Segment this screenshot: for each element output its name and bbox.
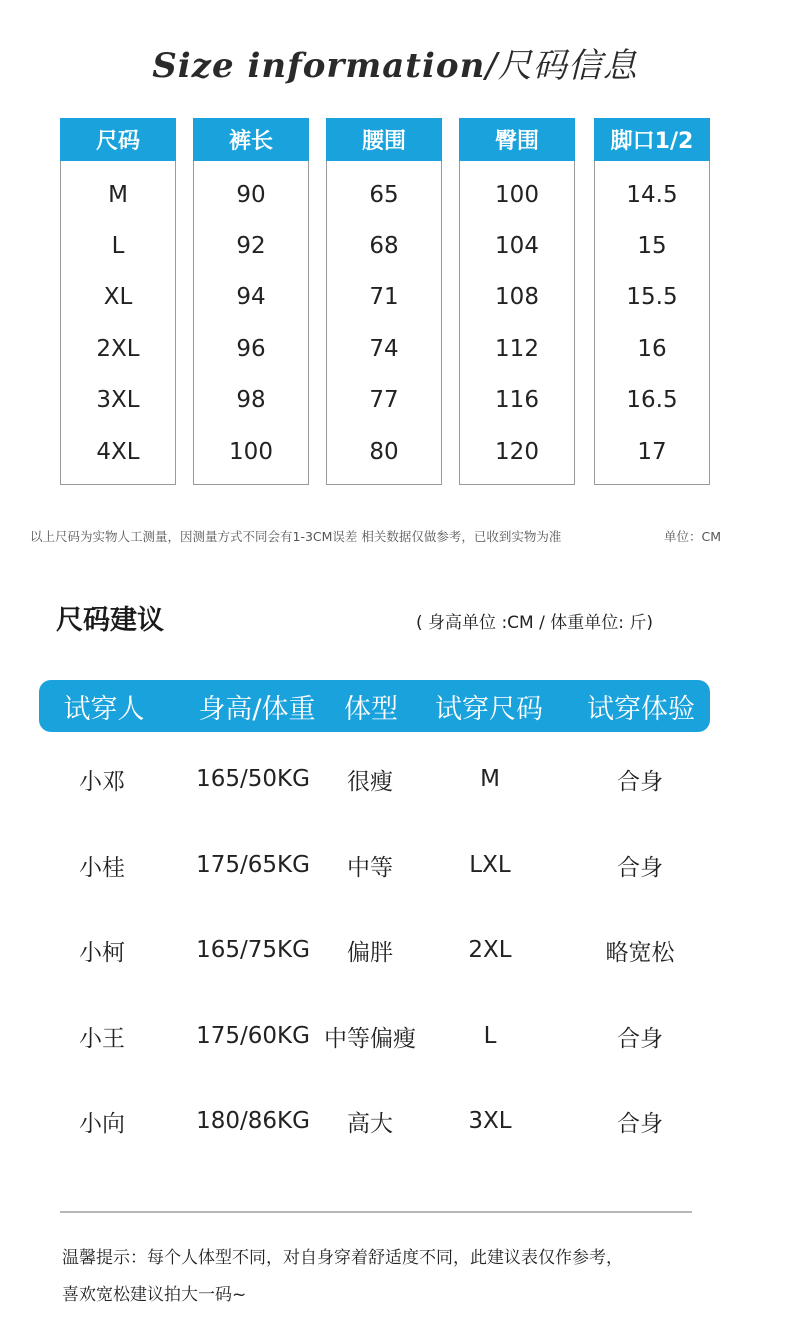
row-body-type: 中等偏瘦: [324, 1025, 416, 1052]
row-size: M: [480, 766, 500, 792]
table-cell: 2XL: [96, 335, 140, 362]
table-cell: 4XL: [96, 438, 140, 465]
size-column-hip: [459, 118, 575, 485]
table-cell: 68: [369, 233, 399, 260]
header-tester: 试穿人: [63, 693, 145, 725]
measure-note-text: 以上尺码为实物人工测量，因测量方式不同会有1-3CM误差 相关数据仅做参考，已收到实物为准: [30, 529, 562, 544]
header-fit: 试穿体验: [587, 693, 695, 725]
header-size: 试穿尺码: [435, 693, 543, 725]
row-size: L: [483, 1023, 497, 1049]
table-cell: 15.5: [626, 284, 678, 311]
table-cell: 17: [637, 438, 667, 465]
row-size: LXL: [469, 852, 511, 878]
table-cell: XL: [103, 284, 133, 311]
suggestion-row: [0, 1101, 790, 1141]
suggestion-row: [0, 759, 790, 799]
measure-unit: 单位：CM: [664, 529, 722, 544]
table-cell: 104: [495, 233, 539, 260]
row-tester: 小桂: [79, 854, 125, 881]
suggestion-header-bar: [39, 680, 710, 732]
tip-line-2: 喜欢宽松建议拍大一码~: [62, 1285, 247, 1305]
row-fit: 合身: [617, 1025, 663, 1052]
row-size: 3XL: [468, 1108, 512, 1134]
table-cell: 15: [637, 233, 667, 260]
row-body-type: 偏胖: [347, 939, 393, 966]
table-cell: 74: [369, 335, 399, 362]
table-cell: 94: [236, 284, 266, 311]
divider: [60, 1211, 692, 1213]
row-tester: 小王: [79, 1025, 125, 1052]
row-fit: 合身: [617, 768, 663, 795]
row-tester: 小柯: [79, 939, 125, 966]
suggestion-title: 尺码建议: [56, 605, 164, 636]
row-fit: 合身: [617, 1110, 663, 1137]
size-column-length: [193, 118, 309, 485]
page-title: [0, 38, 790, 87]
tip-line-1: 温馨提示：每个人体型不同，对自身穿着舒适度不同，此建议表仅作参考，: [62, 1248, 623, 1268]
page-title-en: Size information: [152, 46, 486, 86]
table-cell: 100: [495, 181, 539, 208]
table-cell: 96: [236, 335, 266, 362]
row-body-type: 很瘦: [347, 768, 393, 795]
table-cell: 108: [495, 284, 539, 311]
row-height-weight: 175/60KG: [196, 1023, 310, 1049]
row-height-weight: 175/65KG: [196, 852, 310, 878]
table-cell: 112: [495, 335, 539, 362]
column-header: 腰围: [326, 118, 442, 161]
table-cell: 16.5: [626, 387, 678, 414]
size-column-waist: [326, 118, 442, 485]
header-body-type: 体型: [344, 693, 398, 725]
table-cell: 80: [369, 438, 399, 465]
table-cell: 14.5: [626, 181, 678, 208]
row-height-weight: 165/75KG: [196, 937, 310, 963]
table-cell: 65: [369, 181, 399, 208]
column-header: 裤长: [193, 118, 309, 161]
table-cell: 16: [637, 335, 667, 362]
table-cell: M: [108, 181, 128, 208]
page-title-cn: /尺码信息: [485, 46, 638, 86]
table-cell: 90: [236, 181, 266, 208]
table-cell: 71: [369, 284, 399, 311]
row-height-weight: 165/50KG: [196, 766, 310, 792]
row-size: 2XL: [468, 937, 512, 963]
column-header: 尺码: [60, 118, 176, 161]
size-column-size: [60, 118, 176, 485]
table-cell: 3XL: [96, 387, 140, 414]
row-body-type: 高大: [347, 1110, 393, 1137]
measure-note: [30, 527, 722, 545]
size-column-hem: [594, 118, 710, 485]
row-tester: 小向: [79, 1110, 125, 1137]
row-fit: 合身: [617, 854, 663, 881]
table-cell: 92: [236, 233, 266, 260]
table-cell: 120: [495, 438, 539, 465]
table-cell: 98: [236, 387, 266, 414]
column-header: 脚口1/2: [594, 118, 710, 161]
suggestion-row: [0, 845, 790, 885]
row-body-type: 中等: [347, 854, 393, 881]
column-header: 臀围: [459, 118, 575, 161]
suggestion-row: [0, 1016, 790, 1056]
row-fit: 略宽松: [605, 939, 675, 966]
header-height-weight: 身高/体重: [198, 693, 316, 725]
suggestion-row: [0, 930, 790, 970]
table-cell: L: [111, 233, 125, 260]
table-cell: 77: [369, 387, 399, 414]
table-cell: 116: [495, 387, 539, 414]
table-cell: 100: [229, 438, 273, 465]
row-tester: 小邓: [79, 768, 125, 795]
row-height-weight: 180/86KG: [196, 1108, 310, 1134]
suggestion-unit-note: ( 身高单位 :CM / 体重单位: 斤): [416, 613, 654, 633]
